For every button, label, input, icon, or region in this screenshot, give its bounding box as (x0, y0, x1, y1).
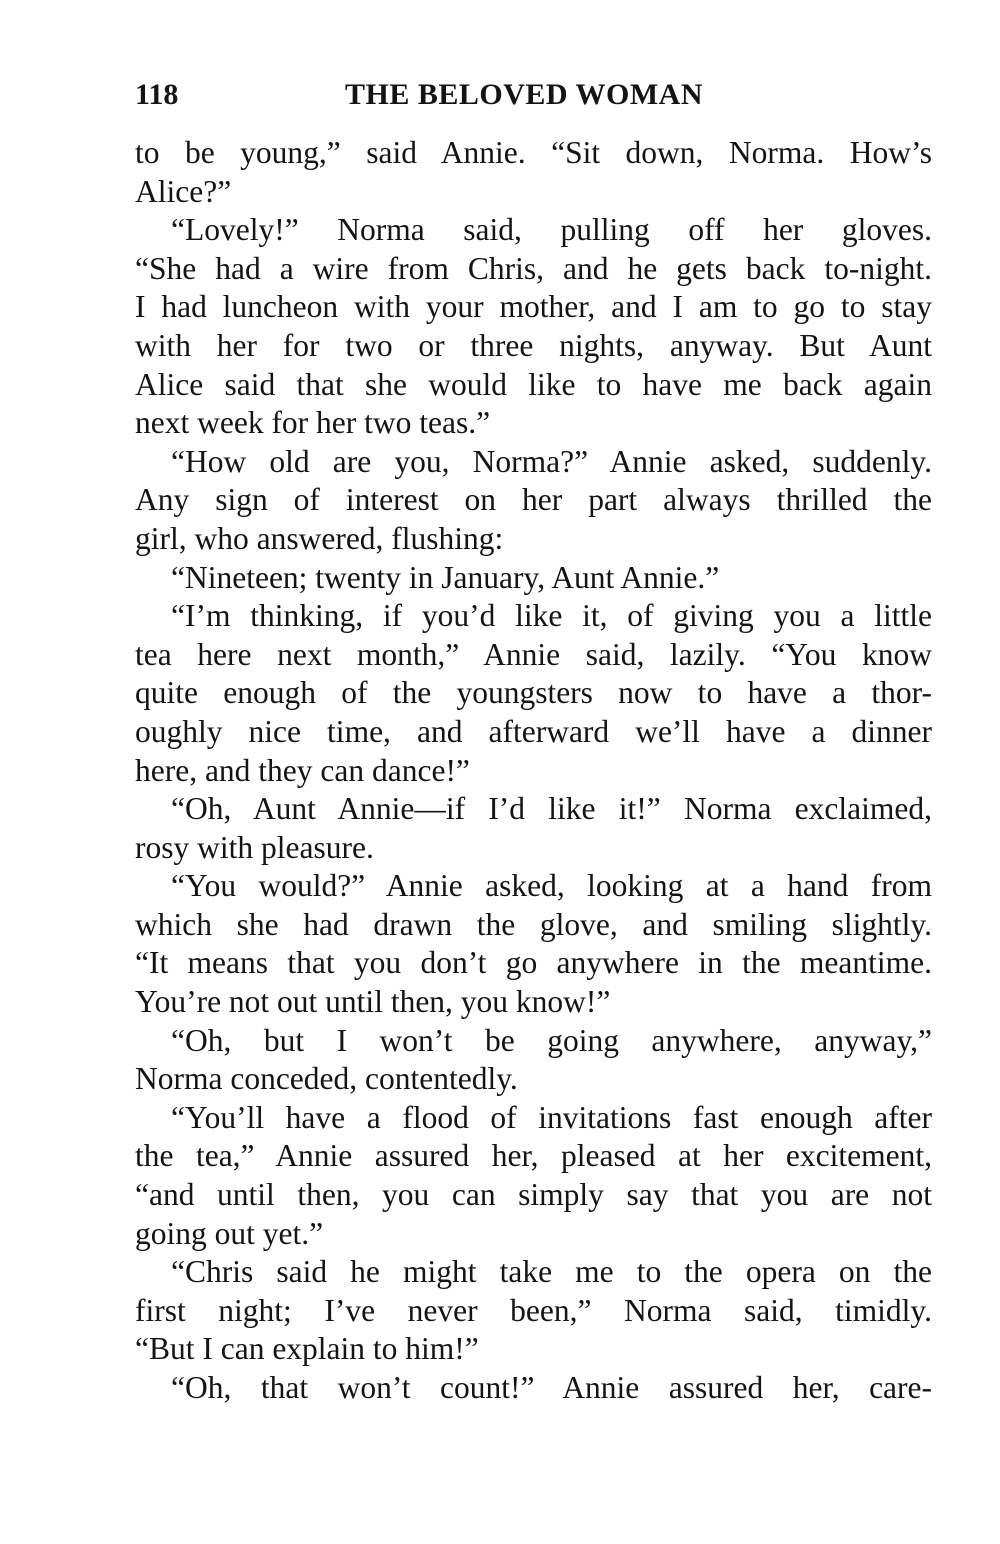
text-line: “Oh, that won’t count!” Annie assured her, care- (171, 1370, 932, 1405)
text-line: I had luncheon with your mother, and I am to go to stay (135, 289, 932, 325)
text-line: “It means that you don’t go anywhere in the meantime. (135, 945, 932, 981)
text-line: “You’ll have a flood of invitations fast enough after (171, 1099, 932, 1135)
text-line: “Oh, but I won’t be going anywhere, anyway,” (171, 1022, 932, 1058)
text-line: oughly nice time, and afterward we’ll have a dinner (135, 713, 932, 749)
text-line: You’re not out until then, you know!” (135, 984, 611, 1020)
text-line: tea here next month,” Annie said, lazily. “You know (135, 636, 932, 672)
text-line: “You would?” Annie asked, looking at a hand from (171, 868, 932, 904)
text-line: Norma conceded, contentedly. (135, 1061, 518, 1097)
running-title: THE BELOVED WOMAN (345, 78, 703, 111)
text-line: girl, who answered, flushing: (135, 520, 504, 556)
text-line: “I’m thinking, if you’d like it, of giving you a little (171, 598, 932, 634)
text-line: “But I can explain to him!” (135, 1331, 479, 1367)
text-line: rosy with pleasure. (135, 829, 374, 865)
text-line: next week for her two teas.” (135, 405, 491, 441)
page-number: 118 (135, 78, 179, 111)
text-line: “Chris said he might take me to the opera on the (171, 1254, 932, 1290)
text-line: first night; I’ve never been,” Norma said, timidly. (135, 1292, 932, 1328)
text-line: “Oh, Aunt Annie—if I’d like it!” Norma exclaimed, (171, 791, 932, 827)
text-line: quite enough of the youngsters now to have a thor- (135, 675, 932, 711)
running-head (135, 78, 932, 118)
book-page (135, 78, 932, 1408)
text-line: “How old are you, Norma?” Annie asked, suddenly. (171, 443, 932, 479)
text-line: “Nineteen; twenty in January, Aunt Annie.” (171, 559, 720, 595)
body-text (135, 134, 932, 1408)
text-line: the tea,” Annie assured her, pleased at her excitement, (135, 1138, 932, 1174)
text-line: Alice?” (135, 173, 232, 209)
text-line: Any sign of interest on her part always thrilled the (135, 482, 932, 518)
text-line: “Lovely!” Norma said, pulling off her gloves. (171, 212, 932, 248)
text-line: Alice said that she would like to have me back again (135, 366, 932, 402)
text-line: going out yet.” (135, 1215, 324, 1251)
text-line: to be young,” said Annie. “Sit down, Norma. How’s (135, 135, 932, 170)
text-line: “She had a wire from Chris, and he gets back to-night. (135, 250, 932, 286)
text-line: “and until then, you can simply say that you are not (135, 1177, 932, 1213)
text-line: here, and they can dance!” (135, 752, 470, 788)
text-line: which she had drawn the glove, and smiling slightly. (135, 906, 932, 942)
text-line: with her for two or three nights, anyway. But Aunt (135, 327, 932, 363)
